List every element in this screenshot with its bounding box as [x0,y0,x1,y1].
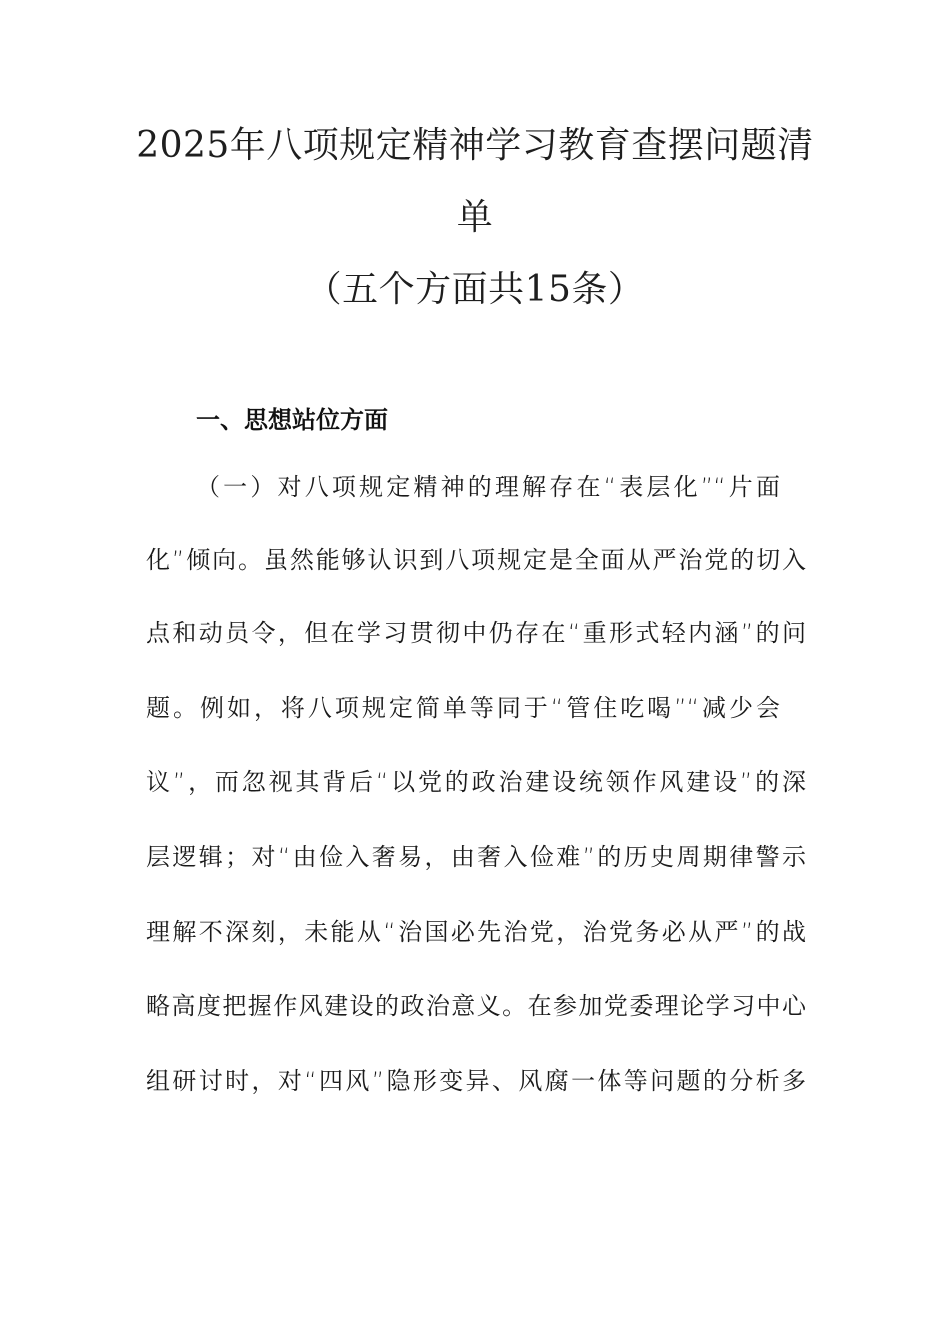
document-title-line-2: 单 [456,197,494,238]
document-subtitle: （五个方面共15条） [305,269,645,310]
paragraph-line: 化”倾向。虽然能够认识到八项规定是全面从严治党的切入 [146,546,806,574]
paragraph-line: 层逻辑；对“由俭入奢易，由奢入俭难”的历史周期律警示 [146,843,806,871]
paragraph-line: 理解不深刻，未能从“治国必先治党，治党务必从严”的战 [146,918,806,946]
paragraph-line: 题。例如，将八项规定简单等同于“管住吃喝”“减少会 [146,694,780,722]
section-heading: 一、思想站位方面 [196,406,388,434]
paragraph-line: 组研讨时，对“四风”隐形变异、风腐一体等问题的分析多 [146,1067,806,1095]
paragraph-line: 略高度把握作风建设的政治意义。在参加党委理论学习中心 [146,992,806,1020]
paragraph-line: 议”，而忽视其背后“以党的政治建设统领作风建设”的深 [146,768,806,796]
paragraph-line: 点和动员令，但在学习贯彻中仍存在“重形式轻内涵”的问 [146,619,806,647]
document-title-line-1: 2025年八项规定精神学习教育查摆问题清 [136,125,814,166]
paragraph-line: （一）对八项规定精神的理解存在“表层化”“片面 [196,473,780,501]
